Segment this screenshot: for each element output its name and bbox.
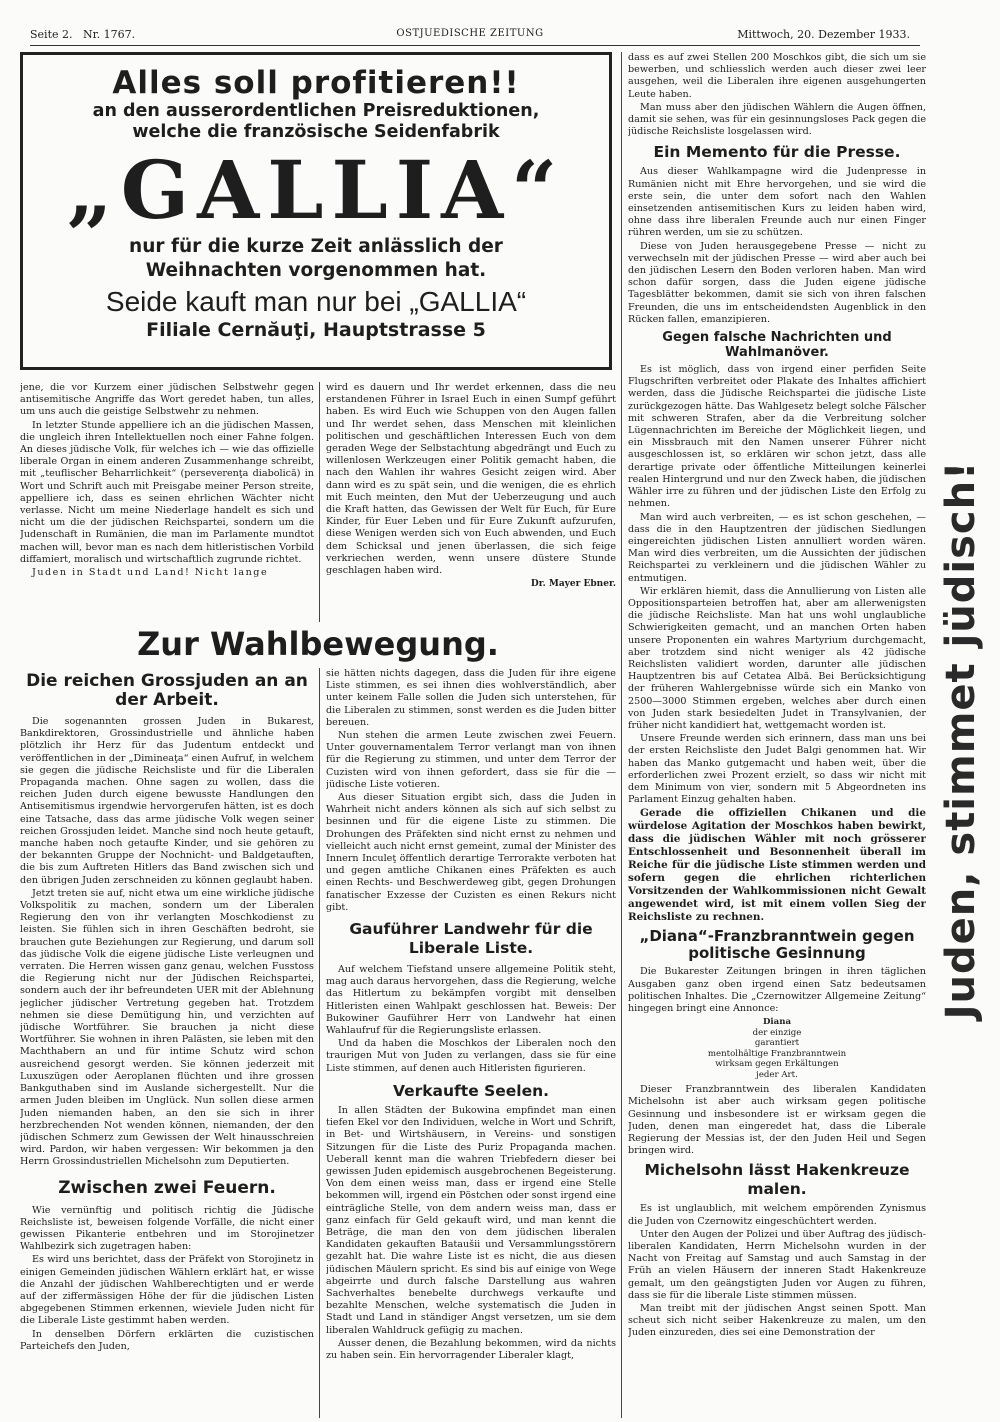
diana-line: jeder Art. — [756, 1069, 798, 1080]
paragraph: Diese von Juden herausgegebene Presse — nicht zu verwechseln mit der jüdischen Presse — wird aber auch bei den jüdischen Lesern den Boden verloren haben. Man wird schon dafür sorgen, dass die Juden eigene jüdische Tagesblätter bekommen, damit sie sich von ihren falschen Freunden, die uns im entscheidendsten Augenblick in den Rücken fallen, emanzipieren. — [628, 240, 926, 325]
column-c — [628, 52, 926, 1420]
paragraph: Aus dieser Wahlkampagne wird die Judenpresse in Rumänien nicht mit Ehre hervorgehen, und sie wird die erste sein, die unter dem sofort nach den Wahlen einsetzenden antisemitischen Kurs zu leiden haben wird, ohne dass ihre liberalen Freunde auch nur einen Finger rühren werden, um sie zu schützen. — [628, 166, 926, 239]
paragraph: Nun stehen die armen Leute zwischen zwei Feuern. Unter gouvernamentalem Terror verlangt man von ihnen für die Regierung zu stimmen, und unter dem Terror der Cuzisten wird von ihnen gefordert, dass sie für die — jüdische Liste votieren. — [326, 730, 616, 790]
paragraph: Es ist möglich, dass von irgend einer perfiden Seite Flugschriften verbreitet oder Plakate des Inhaltes affichiert werden, dass die Jüdische Reichspartei die jüdische Liste zurückgezogen hätte. Das Wahlgesetz belegt solche Fälscher mit schweren Strafen, aber da die Verbreitung solcher Lügennachrichten im Bereiche der Möglichkeit liegen, und ein Missbrauch mit den Namen unserer Führer nicht ausgeschlossen ist, so erklären wir schon jetzt, dass alle derartige private oder öffentliche Mitteilungen keinerlei realen Hintergrund und nur den Zweck haben, die jüdischen Wähler irre zu führen und der jüdischen Liste den Erfolg zu nehmen. — [628, 364, 926, 510]
diana-line: Diana — [762, 1017, 792, 1028]
paragraph: Es wird uns berichtet, dass der Präfekt von Storojinetz in einigen Gemeinden jüdischen Wählern erklärt hat, er wisse die Anzahl der jüdischen Wahlberechtigten und er werde auf der ziffermässigen Höhe der für die jüdischen Listen abgegebenen Stimmen erkennen, wieviele Juden nicht für die Liberale Liste gestimmt haben werden. — [20, 1254, 314, 1327]
paragraph: sie hätten nichts dagegen, dass die Juden für ihre eigene Liste stimmen, es sei ihnen dies wohlverständlich, aber unter keinem Falle sollen die Juden sich unterstehen, für die Liberalen zu stimmen, sonst werden es die Juden bitter bereuen. — [326, 668, 616, 728]
header-rule — [30, 45, 920, 46]
paragraph: Man treibt mit der jüdischen Angst seinen Spott. Man scheut sich nicht seiber Hakenkreuze zu malen, um den Juden einzureden, dies sei eine Demonstration der — [628, 1303, 926, 1339]
issue-number: Nr. 1767. — [83, 28, 136, 41]
paragraph: Dieser Franzbranntwein des liberalen Kandidaten Michelsohn ist aber auch wirksam gegen politische Gesinnung und insbesondere ist er wirksam gegen die Juden, denen man eingeredet hat, dass die Liberale Regierung der Messias ist, der den Juden Heil und Segen bringen wird. — [628, 1084, 926, 1157]
article-heading: Michelsohn lässt Hakenkreuze malen. — [644, 1161, 910, 1199]
article-heading: Verkaufte Seelen. — [392, 1081, 550, 1100]
paragraph: Jetzt treten sie auf, nicht etwa um eine wirkliche jüdische Volkspolitik zu machen, sondern um der Liberalen Regierung den von ihr verlangten Moschkodienst zu leisten. Sie fühlen sich in ihren Geschäften bedroht, sie brauchen gute Beziehungen zur Regierung, und darum soll das jüdische Volk die eigene jüdische Liste verleugnen und verraten. Die Herren wissen ganz genau, welchen Fusstoss die Regierung nicht nur der Jüdischen Reichspartei, sondern auch der ihr befreundeten UER mit der Ablehnung jeglicher jüdischer Vertretung gegeben hat. Trotzdem nehmen sie diese Demütigung hin, und verzichten auf jüdische Wortführer. Sie brauchen ja nicht diese Wortführer. Sie wohnen in ihren Palästen, sie leben mit den Machthabern an und für intime Schutz wird schon ausreichend gesorgt werden. Sie können jederzeit mit Luxuszügen oder Aeroplanen flüchten und ihre grossen Bankguthaben sind im Auslande sichergestellt. Nur die armen Juden bleiben im Unglück. Nun sollen diese armen Juden niemanden haben, an den sie sich in ihrer herzbrechenden Not wenden können, niemanden, der den jüdischen Schmerz zum Gewissen der Welt hinausschreien wird. Pardon, wir haben vergessen: Wir bekommen ja den Herrn Grossindustriellen Michelsohn zum Deputierten. — [20, 887, 314, 1168]
column-divider — [621, 52, 622, 1418]
ad-brand: „GALLIA“ — [66, 143, 566, 237]
paragraph: Aus dieser Situation ergibt sich, dass die Juden in Wahrheit nicht anders können als sich auf sich selbst zu besinnen und für die eigene Liste zu stimmen. Die Drohungen des Präfekten sind nicht ernst zu nehmen und vielleicht auch nicht ernst gemeint, zumal der Minister des Innern Inculeţ öffentlich derartige Terrorakte verboten hat und gegen amtliche Chikanen eines Präfekten es auch einen Rechts- und Beschwerdeweg gibt, gegen Drohungen fanatischer Exzesse der Cuzisten es einen Rekurs nicht gibt. — [326, 792, 616, 913]
paragraph: Die Bukarester Zeitungen bringen in ihren täglichen Ausgaben ganz oben irgend einen Satz bedeutsamen politischen Inhaltes. Die „Czernowitzer Allgemeine Zeitung“ hingegen bringt eine Annonce: — [628, 966, 926, 1014]
gallia-advertisement — [20, 52, 612, 370]
diana-advertisement-quote — [628, 1017, 926, 1080]
ebner-article-col-b — [326, 382, 616, 622]
paragraph: Die sogenannten grossen Juden in Bukarest, Bankdirektoren, Grossindustrielle und ähnliche haben plötzlich ihr Herz für das Judentum entdeckt und veröffentlichen in der „Dimineaţa“ einen Aufruf, in welchem sie gegen die jüdische Reichsliste und für die Liberalen Propaganda machen. Ohne sagen zu wollen, dass die reichen Juden durch eigene bewusste Handlungen den Antisemitismus irgendwie hervorgerufen hätten, ist es doch eine Tatsache, dass das arme jüdische Volk wegen seiner reichen Grossjuden leidet. Manche sind noch heute getauft, manche haben noch getaufte Kinder, und sie gehören zu der bekannten Gruppe der Nochnicht- und Baldgetauften, die bis zum Auftreten Hitlers das Band zwischen sich und den übrigen Juden zerschneiden zu können geglaubt haben. — [20, 716, 314, 886]
ebner-article-col-a — [20, 382, 314, 622]
ad-line-1: an den ausserordentlichen Preisreduktionen, — [92, 101, 540, 121]
paragraph: jene, die vor Kurzem einer jüdischen Selbstwehr gegen antisemitische Angriffe das Wort geredet haben, tun alles, um uns auch die geistige Selbstwehr zu nehmen. — [20, 382, 314, 418]
vertical-slogan — [932, 60, 990, 1420]
article-heading: Die reichen Grossjuden an an der Arbeit. — [26, 671, 308, 710]
ad-line-5: Seide kauft man nur bei „GALLIA“ — [105, 286, 527, 317]
article-heading: „Diana“-Franzbranntwein gegen politische Gesinnung — [639, 927, 915, 963]
newspaper-name: OSTJUEDISCHE ZEITUNG — [396, 28, 544, 39]
diana-line: der einzige — [752, 1027, 802, 1038]
diana-line: garantiert — [754, 1038, 800, 1049]
paragraph: Wir erklären hiemit, dass die Annullierung von Listen alle Oppositionsparteien betroffen hat, aber am allerwenigsten die jüdische Reichsliste. Man hat uns wohl unglaubliche Schwierigkeiten gemacht, und an manchen Orten haben unsere Proponenten ein wahres Martyrium durchgemacht, aber trotzdem sind nicht weniger als 42 jüdische Reichslisten validiert worden, darunter alle jüdischen Hauptzentren bis auf Cetatea Albă. Bei Berücksichtigung der früheren Wahlergebnisse würde sich ein Manko von 2500—3000 Stimmen ergeben, welches aber durch einen von Juden stark besiedelten Judet in Transylvanien, der früher nicht kandidiert hat, wettgemacht worden ist. — [628, 585, 926, 731]
paragraph: Und da haben die Moschkos der Liberalen noch den traurigen Mut von Juden zu verlangen, dass sie für eine Liste stimmen, auf denen auch Hitleristen figurieren. — [326, 1038, 616, 1074]
section-banner: Zur Wahlbewegung. — [137, 625, 499, 663]
ad-headline: Alles soll profitieren!! — [112, 65, 520, 101]
paragraph: dass es auf zwei Stellen 200 Moschkos gibt, die sich um sie bewerben, und schliesslich werden auch dieser zwei leer ausgehen, weil die Liberalen ihre eigenen ausgehungerten Leute haben. — [628, 52, 926, 100]
ad-line-4: Weihnachten vorgenommen hat. — [145, 260, 487, 281]
article-heading: Gegen falsche Nachrichten und Wahlmanöver. — [662, 330, 892, 361]
paragraph: Unter den Augen der Polizei und über Auftrag des jüdisch-liberalen Kandidaten, Herrn Michelsohn wurden in der Nacht von Freitag auf Samstag und auch Samstag in der Früh an vielen Häusern der inneren Stadt Hakenkreuze gemalt, um den geängstigten Juden vor Augen zu führen, dass sie für die liberale Liste stimmen müssen. — [628, 1228, 926, 1301]
paragraph: Wie vernünftig und politisch richtig die Jüdische Reichsliste ist, beweisen folgende Vorfälle, die nicht einer gewissen Pikanterie entbehren und im Storojinetzer Wahlbezirk sich zugetragen haben: — [20, 1204, 314, 1253]
paragraph: Man muss aber den jüdischen Wählern die Augen öffnen, damit sie sehen, was für ein gesinnungsloses Pack gegen die jüdische Reichsliste losgelassen wird. — [628, 101, 926, 138]
paragraph: Gerade die offiziellen Chikanen und die würdelose Agitation der Moschkos haben bewirkt, dass die jüdischen Wähler mit noch grösserer Entschlossenheit und Besonnenheit überall im Reiche für die jüdische Liste stimmen werden und sofern gegen die ehrlichen richterlichen Vorsitzenden der Wahlkommissionen nicht Gewalt angewendet wird, ist mit einem vollen Sieg der Reichsliste zu rechnen. — [628, 807, 926, 924]
article-heading: Gauführer Landwehr für die Liberale Liste. — [349, 920, 593, 958]
column-divider — [319, 382, 320, 622]
paragraph: In letzter Stunde appelliere ich an die jüdischen Massen, die ungleich ihren Intellektuellen noch einer Fahne folgen. An dieses jüdische Volk, für welches ich — wie das offizielle liberale Organ in einem anderen Zusammenhange schreibt, mit „teuflischer Beharrlichkeit“ (perseverenţa diabolică) in Wort und Schrift auch mit Preisgabe meiner Person streite, appelliere ich, dass es seinen ehrlichen Wächter nicht verlasse. Nicht um meine Niederlage handelt es sich und nicht um die der jüdischen Reichspartei, sondern um die Judenschaft in Rumänien, die man im Parlamente mundtot machen will, bevor man es nach dem hitleristischen Vorbild diffamiert, moralisch und wirtschaftlich zugrunde richtet. — [20, 419, 314, 565]
paragraph: Juden in Stadt und Land! Nicht lange — [32, 567, 269, 579]
column-a — [20, 668, 314, 1420]
issue-date: Mittwoch, 20. Dezember 1933. — [737, 28, 910, 41]
article-heading: Ein Memento für die Presse. — [653, 143, 901, 162]
paragraph: Man wird auch verbreiten, — es ist schon geschehen, — dass die in den Hauptzentren der jüdischen Siedlungen eingereichten jüdischen Listen annulliert worden wären. Man wird dies verbreiten, um die Aussichten der jüdischen Reichspartei zu verkleinern und die jüdischen Wähler zu entmutigen. — [628, 511, 926, 584]
ad-line-2: welche die französische Seidenfabrik — [132, 122, 500, 142]
article-heading: Zwischen zwei Feuern. — [58, 1177, 276, 1198]
diana-line: mentolhältige Franzbranntwein — [707, 1048, 847, 1059]
masthead — [30, 28, 910, 44]
diana-line: wirksam gegen Erkältungen — [715, 1059, 839, 1070]
paragraph: Es ist unglaublich, mit welchem empörenden Zynismus die Juden von Czernowitz eingeschüchtert werden. — [628, 1203, 926, 1227]
paragraph: Unsere Freunde werden sich erinnern, dass man uns bei der ersten Reichsliste den Judet Balgi genommen hat. Wir haben das Manko gutgemacht und haben weit, über die erforderlichen zwei Prozent erzielt, so dass wir nicht mit dem Minimum von vier, sondern mit 5 Abgeordneten ins Parlament Einzug gehalten haben. — [628, 733, 926, 806]
paragraph: Auf welchem Tiefstand unsere allgemeine Politik steht, mag auch daraus hervorgehen, dass die Regierung, welche das Hitlertum zu bekämpfen vorgibt mit denselben Hitleristen einen Wahlpakt geschlossen hat. Beweis: Der Bukowiner Gauführer Herr von Landwehr hat einen Wahlaufruf für die Regierungsliste erlassen. — [326, 964, 616, 1037]
ad-line-3: nur für die kurze Zeit anlässlich der — [129, 236, 503, 257]
ad-address: Filiale Cernăuţi, Hauptstrasse 5 — [146, 319, 486, 341]
column-b — [326, 668, 616, 1420]
column-divider — [319, 668, 320, 1418]
vertical-slogan-text: Juden, stimmet jüdisch! — [938, 460, 984, 1020]
paragraph: Ausser denen, die Bezahlung bekommen, wird da nichts zu haben sein. Ein hervorragender Liberaler klagt, — [326, 1337, 616, 1361]
author-signature: Dr. Mayer Ebner. — [530, 579, 616, 590]
paragraph: In denselben Dörfern erklärten die cuzistischen Parteichefs den Juden, — [20, 1328, 314, 1352]
paragraph: In allen Städten der Bukowina empfindet man einen tiefen Ekel vor den Individuen, welche in Wort und Schrift, in Bet- und Wirtshäusern, in Vereins- und sonstigen Sitzungen für die Liste des Puriz Propaganda machen. Ueberall kennt man die wahren Triebfedern dieser bei gewissen Juden epidemisch ausgebrochenen Begeisterung. Von dem einen weiss man, dass er irgend eine Stelle bekommen will, irgend ein Pöstchen oder sonst irgend eine einträgliche Stelle, von dem andern weiss man, dass er ganz einfach für Geld gekauft wird, und man kennt die Beträge, die man den von dem jüdischen liberalen Kandidaten gekauften Bataušii und Versammlungsstörern gezahlt hat. Die wahre Liste ist es nicht, die aus diesen jüdischen Mäulern spricht. Es sind bis auf einige von Wege abgeirrte und durch falsche Darstellung aus wahren Sachverhaltes benebelte durchwegs verkaufte und bezahlte Menschen, welche systematisch die Juden in Stadt und Land in ständiger Angst versetzen, um sie dem liberalen Wahldruck gefügig zu machen. — [326, 1104, 616, 1336]
paragraph: wird es dauern und Ihr werdet erkennen, dass die neu erstandenen Führer in Israel Euch in einen Sumpf geführt haben. Es wird Euch wie Schuppen von den Augen fallen und Ihr werdet sehen, dass Menschen mit kleinlichen politischen und geschäftlichen Interessen Euch von dem geraden Wege der Selbstachtung abgedrängt und Euch zu willenlosen Werkzeugen einer Politik gemacht haben, die nach den Wahlen ihr wahres Gesicht zeigen wird. Aber dann wird es zu spät sein, und die wenigen, die es ehrlich mit Euch meinten, den Mut der Ueberzeugung und auch die Kraft hatten, das Gewissen der Welt für Euch, für Eure Kinder, für Euer Leben und für Eure Zukunft aufzurufen, diese Wenigen werden sich von Euch abwenden, und Euch dem Schicksal und jenen überlassen, die sich feige verkriechen werden, wenn unsere düstere Stunde geschlagen haben wird. — [326, 382, 616, 577]
page-number: Seite 2. Nr. 1767. — [30, 28, 136, 41]
